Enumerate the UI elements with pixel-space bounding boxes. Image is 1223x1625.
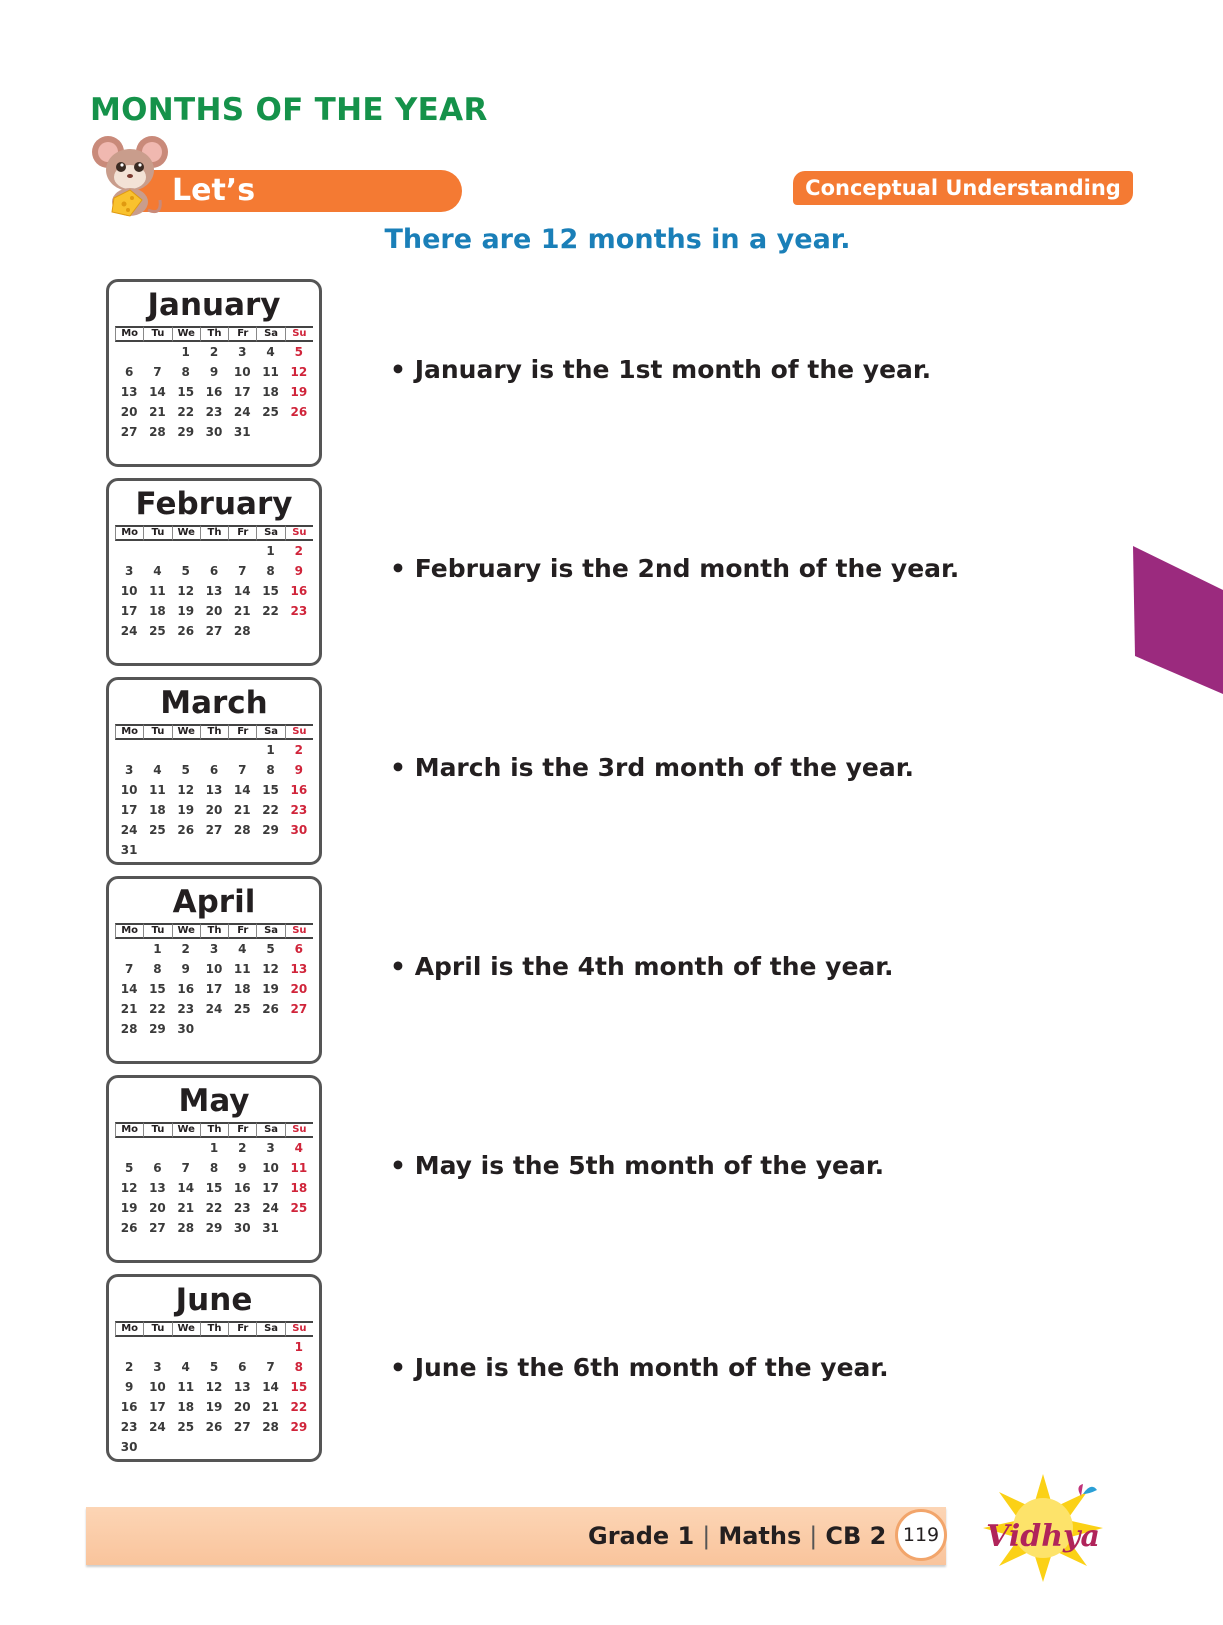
- calendar-day: 14: [233, 584, 251, 598]
- calendar-day: 20: [290, 982, 308, 996]
- calendar-day: 21: [233, 604, 251, 618]
- calendar-day: 15: [290, 1380, 308, 1394]
- empty-day: [172, 541, 200, 561]
- calendar-day: 29: [177, 425, 195, 439]
- calendar-day: 3: [124, 763, 134, 777]
- calendar-day: 6: [238, 1360, 247, 1374]
- calendar-day: 18: [233, 982, 251, 996]
- calendar-day: 15: [205, 1181, 223, 1195]
- calendar-day: 31: [233, 425, 251, 439]
- weekday-header: We: [172, 923, 200, 939]
- calendar-june: [106, 1274, 322, 1462]
- calendar-day: 2: [181, 942, 190, 956]
- calendar-month-name: January: [147, 287, 281, 323]
- calendar-day: 13: [149, 1181, 166, 1195]
- calendar-day: 1: [209, 1141, 219, 1155]
- empty-day: [115, 1138, 143, 1158]
- calendar-day: 12: [262, 962, 279, 976]
- calendar-day: 27: [205, 823, 223, 837]
- calendar-day: 10: [233, 365, 251, 379]
- calendar-day: 5: [124, 1161, 134, 1175]
- month-fact-june: • June is the 6th month of the year.: [390, 1353, 889, 1382]
- calendar-day: 5: [181, 763, 190, 777]
- calendar-day: 9: [294, 564, 304, 578]
- empty-day: [143, 342, 171, 362]
- calendar-day: 23: [120, 1420, 138, 1434]
- weekday-header: Tu: [143, 1122, 171, 1138]
- weekday-header: Th: [200, 525, 228, 541]
- calendar-day: 10: [149, 1380, 166, 1394]
- calendar-day: 11: [262, 365, 279, 379]
- weekday-header: Fr: [228, 1122, 256, 1138]
- calendar-day: 19: [177, 803, 195, 817]
- calendar-day: 10: [262, 1161, 279, 1175]
- calendar-day: 8: [294, 1360, 304, 1374]
- calendar-day: 16: [120, 1400, 138, 1414]
- calendar-day: 20: [205, 604, 223, 618]
- calendar-month-name: April: [172, 884, 256, 920]
- calendar-march: [106, 677, 322, 865]
- weekday-header: Tu: [143, 326, 171, 342]
- month-fact-may: • May is the 5th month of the year.: [390, 1151, 884, 1180]
- calendar-day: 2: [294, 743, 304, 757]
- calendar-day: 19: [290, 385, 308, 399]
- calendar-day: 29: [205, 1221, 223, 1235]
- calendar-day: 18: [149, 604, 166, 618]
- month-fact-april: • April is the 4th month of the year.: [390, 952, 894, 981]
- empty-day: [200, 740, 228, 760]
- calendar-day: 15: [262, 783, 279, 797]
- calendar-day: 1: [181, 345, 190, 359]
- weekday-header: Tu: [143, 923, 171, 939]
- calendar-day: 2: [124, 1360, 134, 1374]
- calendar-day: 11: [149, 783, 166, 797]
- calendar-day: 14: [149, 385, 166, 399]
- calendar-day: 26: [177, 823, 195, 837]
- calendar-day: 30: [120, 1440, 138, 1454]
- page-subtitle: There are 12 months in a year.: [384, 224, 851, 255]
- calendar-day: 4: [238, 942, 247, 956]
- calendar-day: 21: [262, 1400, 279, 1414]
- calendar-day: 24: [262, 1201, 279, 1215]
- weekday-header: Mo: [115, 326, 143, 342]
- calendar-month-name: May: [178, 1083, 250, 1119]
- calendar-day: 15: [177, 385, 195, 399]
- calendar-day: 16: [290, 584, 308, 598]
- calendar-day: 18: [177, 1400, 195, 1414]
- weekday-header: Tu: [143, 724, 171, 740]
- empty-day: [115, 740, 143, 760]
- calendar-day: 18: [262, 385, 279, 399]
- calendar-day: 16: [233, 1181, 251, 1195]
- calendar-day: 13: [233, 1380, 251, 1394]
- calendar-day: 7: [238, 564, 247, 578]
- calendar-day: 21: [177, 1201, 195, 1215]
- calendar-day: 29: [262, 823, 279, 837]
- calendar-day: 6: [153, 1161, 162, 1175]
- calendar-day: 19: [177, 604, 195, 618]
- weekday-header: We: [172, 1321, 200, 1337]
- calendar-day: 6: [294, 942, 304, 956]
- calendar-day: 26: [177, 624, 195, 638]
- calendar-day: 12: [177, 584, 195, 598]
- calendar-day: 3: [209, 942, 219, 956]
- weekday-header: Sa: [256, 326, 284, 342]
- mouse-mascot-icon: [90, 130, 170, 220]
- calendar-day: 14: [120, 982, 138, 996]
- calendar-grid: [115, 1321, 313, 1457]
- weekday-header: Sa: [256, 1321, 284, 1337]
- calendar-day: 1: [153, 942, 162, 956]
- weekday-header: Su: [285, 923, 313, 939]
- empty-day: [200, 541, 228, 561]
- calendar-april: [106, 876, 322, 1064]
- weekday-header: Mo: [115, 923, 143, 939]
- weekday-header: Su: [285, 525, 313, 541]
- calendar-day: 30: [290, 823, 308, 837]
- calendar-day: 28: [177, 1221, 195, 1235]
- conceptual-understanding-tag: Conceptual Understanding: [793, 171, 1133, 205]
- calendar-grid: [115, 923, 313, 1039]
- weekday-header: Fr: [228, 724, 256, 740]
- calendar-day: 6: [209, 763, 219, 777]
- calendar-day: 13: [120, 385, 138, 399]
- chapter-tab: [1133, 546, 1223, 694]
- calendar-day: 22: [205, 1201, 223, 1215]
- lets-understand-banner: Let’s Understand: [128, 170, 462, 212]
- calendar-day: 9: [181, 962, 190, 976]
- weekday-header: We: [172, 525, 200, 541]
- calendar-day: 3: [153, 1360, 162, 1374]
- calendar-day: 8: [209, 1161, 219, 1175]
- empty-day: [143, 541, 171, 561]
- calendar-day: 12: [120, 1181, 138, 1195]
- weekday-header: Mo: [115, 1122, 143, 1138]
- calendar-day: 4: [181, 1360, 190, 1374]
- empty-day: [115, 939, 143, 959]
- calendar-day: 22: [262, 604, 279, 618]
- calendar-day: 17: [120, 604, 138, 618]
- calendar-day: 30: [177, 1022, 195, 1036]
- calendar-day: 16: [177, 982, 195, 996]
- calendar-day: 6: [124, 365, 134, 379]
- calendar-day: 21: [233, 803, 251, 817]
- calendar-day: 13: [290, 962, 308, 976]
- calendar-day: 15: [149, 982, 166, 996]
- calendar-day: 22: [290, 1400, 308, 1414]
- weekday-header: Mo: [115, 1321, 143, 1337]
- footer-info: Grade 1 | Maths | CB 2: [588, 1522, 887, 1550]
- empty-day: [172, 1138, 200, 1158]
- calendar-day: 7: [153, 365, 162, 379]
- calendar-day: 8: [153, 962, 162, 976]
- calendar-day: 28: [233, 624, 251, 638]
- calendar-day: 14: [262, 1380, 279, 1394]
- weekday-header: Fr: [228, 1321, 256, 1337]
- calendar-day: 1: [266, 544, 275, 558]
- calendar-day: 27: [149, 1221, 166, 1235]
- calendar-day: 25: [262, 405, 279, 419]
- calendar-day: 29: [149, 1022, 166, 1036]
- calendar-day: 24: [149, 1420, 166, 1434]
- weekday-header: Mo: [115, 724, 143, 740]
- weekday-header: Fr: [228, 326, 256, 342]
- empty-day: [200, 1337, 228, 1357]
- calendar-day: 31: [262, 1221, 279, 1235]
- calendar-day: 8: [181, 365, 190, 379]
- calendar-day: 27: [120, 425, 138, 439]
- empty-day: [228, 1337, 256, 1357]
- calendar-day: 25: [149, 823, 166, 837]
- calendar-day: 18: [290, 1181, 308, 1195]
- weekday-header: Su: [285, 724, 313, 740]
- calendar-day: 23: [205, 405, 223, 419]
- calendar-day: 3: [238, 345, 247, 359]
- calendar-day: 16: [290, 783, 308, 797]
- calendar-day: 5: [294, 345, 304, 359]
- calendar-month-name: March: [160, 685, 268, 721]
- calendar-day: 20: [149, 1201, 166, 1215]
- weekday-header: Sa: [256, 1122, 284, 1138]
- calendar-day: 1: [266, 743, 275, 757]
- section-title: MONTHS OF THE YEAR: [90, 92, 488, 128]
- footer-book: CB 2: [825, 1522, 887, 1550]
- weekday-header: Mo: [115, 525, 143, 541]
- calendar-day: 15: [262, 584, 279, 598]
- calendar-day: 26: [205, 1420, 223, 1434]
- calendar-day: 23: [177, 1002, 195, 1016]
- empty-day: [228, 740, 256, 760]
- empty-day: [143, 740, 171, 760]
- calendar-day: 17: [149, 1400, 166, 1414]
- calendar-day: 11: [233, 962, 251, 976]
- calendar-day: 23: [290, 803, 308, 817]
- calendar-may: [106, 1075, 322, 1263]
- calendar-day: 23: [290, 604, 308, 618]
- calendar-day: 20: [205, 803, 223, 817]
- month-fact-february: • February is the 2nd month of the year.: [390, 554, 959, 583]
- weekday-header: Th: [200, 923, 228, 939]
- empty-day: [115, 1337, 143, 1357]
- weekday-header: Sa: [256, 923, 284, 939]
- footer-grade: Grade 1: [588, 1522, 695, 1550]
- calendar-day: 17: [120, 803, 138, 817]
- calendar-day: 9: [238, 1161, 247, 1175]
- calendar-day: 1: [294, 1340, 304, 1354]
- calendar-day: 24: [205, 1002, 223, 1016]
- calendar-day: 2: [209, 345, 219, 359]
- empty-day: [172, 1337, 200, 1357]
- calendar-day: 9: [209, 365, 219, 379]
- calendar-day: 29: [290, 1420, 308, 1434]
- calendar-day: 3: [124, 564, 134, 578]
- weekday-header: We: [172, 724, 200, 740]
- empty-day: [172, 740, 200, 760]
- calendar-grid: [115, 525, 313, 641]
- calendar-day: 30: [233, 1221, 251, 1235]
- calendar-day: 24: [120, 624, 138, 638]
- weekday-header: We: [172, 1122, 200, 1138]
- calendar-day: 20: [233, 1400, 251, 1414]
- weekday-header: Th: [200, 1122, 228, 1138]
- calendar-day: 12: [177, 783, 195, 797]
- month-fact-january: • January is the 1st month of the year.: [390, 355, 931, 384]
- weekday-header: Su: [285, 1122, 313, 1138]
- empty-day: [143, 1138, 171, 1158]
- calendar-day: 28: [149, 425, 166, 439]
- weekday-header: Sa: [256, 724, 284, 740]
- vidhya-logo: [955, 1472, 1130, 1582]
- weekday-header: Su: [285, 1321, 313, 1337]
- calendar-day: 10: [205, 962, 223, 976]
- calendar-day: 26: [262, 1002, 279, 1016]
- calendar-grid: [115, 724, 313, 860]
- calendar-day: 2: [238, 1141, 247, 1155]
- calendar-day: 27: [233, 1420, 251, 1434]
- calendar-day: 5: [181, 564, 190, 578]
- weekday-header: Sa: [256, 525, 284, 541]
- calendar-february: [106, 478, 322, 666]
- empty-day: [228, 541, 256, 561]
- calendar-day: 25: [233, 1002, 251, 1016]
- calendar-day: 25: [149, 624, 166, 638]
- calendar-day: 8: [266, 564, 275, 578]
- calendar-day: 26: [290, 405, 308, 419]
- calendar-day: 13: [205, 584, 223, 598]
- empty-day: [115, 541, 143, 561]
- calendar-month-name: February: [135, 486, 293, 522]
- footer-subject: Maths: [718, 1522, 802, 1550]
- weekday-header: Th: [200, 724, 228, 740]
- calendar-day: 5: [209, 1360, 219, 1374]
- calendar-day: 5: [266, 942, 275, 956]
- calendar-day: 11: [177, 1380, 195, 1394]
- calendar-day: 7: [266, 1360, 275, 1374]
- weekday-header: Th: [200, 1321, 228, 1337]
- vidhya-logo-text: Vidhya: [986, 1519, 1100, 1554]
- calendar-day: 7: [124, 962, 134, 976]
- calendar-day: 19: [205, 1400, 223, 1414]
- calendar-day: 9: [294, 763, 304, 777]
- calendar-day: 10: [120, 783, 138, 797]
- calendar-day: 24: [120, 823, 138, 837]
- calendar-day: 22: [177, 405, 195, 419]
- calendar-grid: [115, 1122, 313, 1238]
- calendar-day: 17: [262, 1181, 279, 1195]
- weekday-header: Su: [285, 326, 313, 342]
- calendar-day: 7: [238, 763, 247, 777]
- empty-day: [143, 1337, 171, 1357]
- calendar-day: 7: [181, 1161, 190, 1175]
- calendar-day: 31: [120, 843, 138, 857]
- weekday-header: We: [172, 326, 200, 342]
- calendar-day: 19: [262, 982, 279, 996]
- calendar-day: 17: [233, 385, 251, 399]
- calendar-day: 27: [205, 624, 223, 638]
- calendar-day: 17: [205, 982, 223, 996]
- weekday-header: Fr: [228, 525, 256, 541]
- calendar-day: 4: [153, 564, 162, 578]
- calendar-day: 28: [262, 1420, 279, 1434]
- calendar-day: 18: [149, 803, 166, 817]
- calendar-day: 4: [266, 345, 275, 359]
- calendar-day: 21: [120, 1002, 138, 1016]
- weekday-header: Th: [200, 326, 228, 342]
- calendar-day: 27: [290, 1002, 308, 1016]
- empty-day: [115, 342, 143, 362]
- calendar-day: 8: [266, 763, 275, 777]
- calendar-day: 23: [233, 1201, 251, 1215]
- calendar-month-name: June: [175, 1282, 253, 1318]
- calendar-day: 2: [294, 544, 304, 558]
- calendar-day: 6: [209, 564, 219, 578]
- calendar-day: 26: [120, 1221, 138, 1235]
- calendar-day: 10: [120, 584, 138, 598]
- calendar-january: [106, 279, 322, 467]
- calendar-day: 28: [233, 823, 251, 837]
- month-fact-march: • March is the 3rd month of the year.: [390, 753, 914, 782]
- calendar-day: 22: [262, 803, 279, 817]
- calendar-day: 11: [149, 584, 166, 598]
- calendar-day: 14: [233, 783, 251, 797]
- calendar-day: 25: [290, 1201, 308, 1215]
- calendar-day: 30: [205, 425, 223, 439]
- calendar-day: 20: [120, 405, 138, 419]
- calendar-day: 28: [120, 1022, 138, 1036]
- calendar-day: 9: [124, 1380, 134, 1394]
- calendar-day: 24: [233, 405, 251, 419]
- weekday-header: Tu: [143, 1321, 171, 1337]
- empty-day: [256, 1337, 284, 1357]
- weekday-header: Fr: [228, 923, 256, 939]
- calendar-day: 12: [290, 365, 308, 379]
- page-number: 119: [895, 1509, 947, 1561]
- calendar-day: 13: [205, 783, 223, 797]
- calendar-day: 4: [153, 763, 162, 777]
- calendar-day: 16: [205, 385, 223, 399]
- calendar-day: 19: [120, 1201, 138, 1215]
- weekday-header: Tu: [143, 525, 171, 541]
- calendar-day: 25: [177, 1420, 195, 1434]
- calendar-day: 11: [290, 1161, 308, 1175]
- calendar-day: 22: [149, 1002, 166, 1016]
- calendar-day: 3: [266, 1141, 275, 1155]
- calendar-day: 21: [149, 405, 166, 419]
- calendar-day: 12: [205, 1380, 223, 1394]
- calendar-day: 4: [294, 1141, 304, 1155]
- calendar-day: 14: [177, 1181, 195, 1195]
- calendar-grid: [115, 326, 313, 442]
